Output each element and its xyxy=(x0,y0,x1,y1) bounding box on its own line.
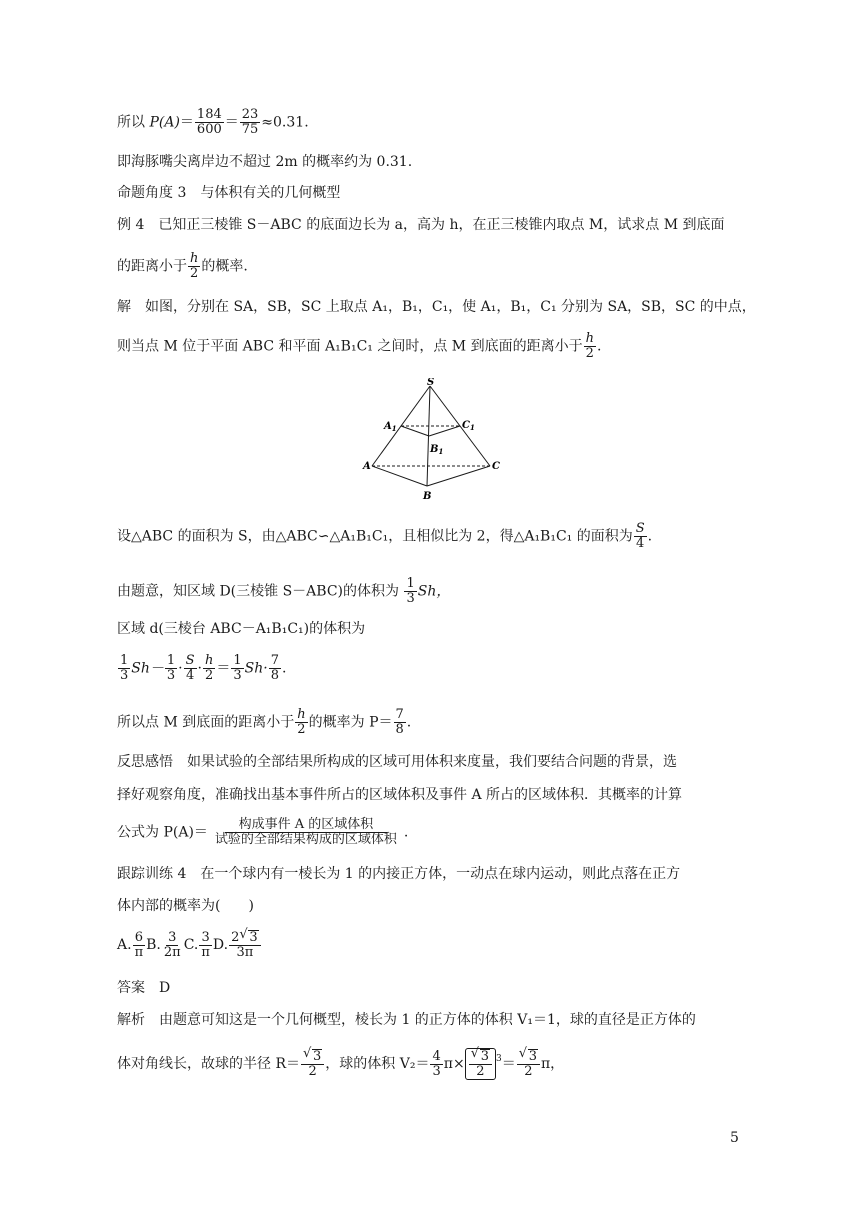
text-line-2: 即海豚嘴尖离岸边不超过 2m 的概率约为 0.31. xyxy=(117,154,413,170)
text-line-17: 体内部的概率为( ) xyxy=(117,898,254,914)
fraction xyxy=(269,654,281,683)
option-A-label: A. xyxy=(117,937,132,953)
fraction-numerator: 7 xyxy=(270,653,279,668)
fraction xyxy=(231,654,243,683)
sqrt: √ 3 xyxy=(528,1049,538,1064)
fraction-denominator: 3 xyxy=(120,668,129,683)
solution-text: 解 如图，分别在 SA，SB，SC 上取点 A₁，B₁，C₁，使 A₁，B₁，C₁ 分别为 SA，SB，SC 的中点， xyxy=(117,299,756,315)
fraction xyxy=(404,577,416,606)
fraction-numerator xyxy=(469,1049,492,1065)
option-B-label: B. xyxy=(146,937,161,953)
label-B: B xyxy=(423,491,432,500)
text-line-5 xyxy=(117,252,747,281)
text-line-10: 区域 d(三棱台 ABC－A₁B₁C₁)的体积为 xyxy=(117,621,366,637)
text: 公式为 P(A)＝ xyxy=(117,824,208,841)
edge-CB xyxy=(427,466,490,486)
fraction-denominator: 8 xyxy=(395,722,404,737)
text-line-14: 择好观察角度，准确找出基本事件所占的区域体积及事件 A 所占的区域体积．其概率的计算 xyxy=(117,787,683,803)
label-C: C xyxy=(492,461,500,472)
fraction xyxy=(165,654,177,683)
fraction-numerator: 1 xyxy=(120,653,129,668)
text: . xyxy=(281,660,287,677)
fraction-numerator xyxy=(301,1049,324,1065)
option-A-fraction xyxy=(133,931,146,960)
fraction-denominator: 4 xyxy=(185,668,195,683)
fraction xyxy=(394,708,406,737)
text-line-11 xyxy=(117,654,747,683)
fraction xyxy=(430,1050,442,1079)
fraction-denominator: 2π xyxy=(163,944,181,960)
text-line-21 xyxy=(117,1048,747,1080)
label-C1: $C_1$ xyxy=(462,420,475,432)
label-B1: $B_1$ xyxy=(430,444,444,456)
text: 由题意，知区域 D(三棱锥 S－ABC)的体积为 xyxy=(117,583,404,600)
text: ＝ xyxy=(224,114,239,131)
text: . xyxy=(647,528,653,545)
text: ，球的体积 V₂＝ xyxy=(325,1056,430,1072)
text: 所以 xyxy=(117,114,150,131)
fraction xyxy=(584,332,596,361)
text: 所以点 M 到底面的距离小于 xyxy=(117,714,295,731)
edge-AB xyxy=(372,466,427,486)
fraction-numerator: S xyxy=(185,653,195,668)
fraction-denominator: 3 xyxy=(406,591,415,606)
fraction xyxy=(203,654,215,683)
analysis-text: 解析 由题意可知这是一个几何概型，棱长为 1 的正方体的体积 V₁＝1，球的直径是正方体的 xyxy=(117,1012,696,1028)
text: π× xyxy=(443,1056,465,1072)
text: . xyxy=(596,338,602,355)
fraction-denominator: π xyxy=(134,944,144,960)
text: · xyxy=(197,660,202,677)
edge-A1B1 xyxy=(401,426,429,436)
text: π， xyxy=(540,1056,565,1072)
fraction-numerator: h xyxy=(585,331,594,346)
fraction-denominator: π xyxy=(201,944,210,960)
parenthesized-fraction xyxy=(465,1048,496,1080)
text-line-1 xyxy=(117,108,747,137)
text: ＝ xyxy=(501,1056,516,1072)
label-A: A xyxy=(363,461,371,472)
fraction-denominator: 3 xyxy=(432,1063,441,1079)
fraction-numerator: 构成事件 A 的区域体积 xyxy=(225,818,388,833)
text: · xyxy=(178,660,183,677)
fraction-denominator: 2 xyxy=(190,266,199,281)
fraction-denominator: 8 xyxy=(270,668,279,683)
fraction-denominator: 2 xyxy=(524,1064,533,1079)
fraction-numerator: 7 xyxy=(395,707,404,722)
fraction-denominator: 试验的全部结果构成的区域体积 xyxy=(214,832,397,847)
text: 设△ABC 的面积为 S，由△ABC∽△A₁B₁C₁，且相似比为 2，得△A₁B₁C₁ 的面积为 xyxy=(117,528,633,545)
fraction-denominator: 3π xyxy=(236,945,254,960)
label-S: S xyxy=(427,378,435,388)
text-line-15 xyxy=(117,818,747,847)
fraction-denominator: 75 xyxy=(241,122,259,137)
exercise-text: 跟踪训练 4 在一个球内有一棱长为 1 的内接正方体，一动点在球内运动，则此点落在正方 xyxy=(117,866,681,882)
fraction-numerator: h xyxy=(204,653,214,668)
fraction-numerator: 6 xyxy=(134,929,143,945)
text: ＝ xyxy=(216,660,231,677)
text: 则当点 M 位于平面 ABC 和平面 A₁B₁C₁ 之间时，点 M 到底面的距离小于 xyxy=(117,338,583,355)
fraction-numerator: 184 xyxy=(196,107,222,122)
label-A1: $A_1$ xyxy=(384,421,397,433)
text-line-7 xyxy=(117,332,747,361)
text: ＝ xyxy=(179,114,194,131)
fraction xyxy=(517,1049,540,1079)
fraction xyxy=(295,708,307,737)
answer-text: 答案 D xyxy=(117,980,171,996)
fraction xyxy=(240,108,261,137)
fraction-denominator: 2 xyxy=(476,1064,485,1079)
fraction xyxy=(184,654,197,683)
exponent: 3 xyxy=(495,1054,502,1064)
fraction xyxy=(209,818,403,847)
fraction-numerator: 1 xyxy=(166,653,176,668)
fraction-denominator: 4 xyxy=(636,536,645,551)
pyramid-figure xyxy=(360,378,502,500)
fraction xyxy=(195,108,224,137)
page-number: 5 xyxy=(730,1130,739,1146)
fraction-numerator: 1 xyxy=(406,576,415,591)
fraction-numerator: 4 xyxy=(432,1048,441,1064)
text: . xyxy=(403,824,409,841)
option-B-fraction xyxy=(162,931,183,960)
fraction xyxy=(301,1049,324,1079)
fraction xyxy=(634,522,647,551)
fraction-denominator: 2 xyxy=(205,668,214,683)
fraction xyxy=(118,654,130,683)
option-D-label: D. xyxy=(212,937,229,953)
answer-options xyxy=(117,930,747,960)
fraction-numerator: S xyxy=(635,521,645,536)
reflection-text: 反思感悟 如果试验的全部结果所构成的区域可用体积来度量，我们要结合问题的背景，选 xyxy=(117,754,677,770)
text: . xyxy=(406,714,412,731)
section-heading: 命题角度 3 与体积有关的几何概型 xyxy=(117,185,341,201)
text-line-9 xyxy=(117,577,747,606)
fraction-numerator: h xyxy=(190,251,199,266)
fraction-denominator: 3 xyxy=(166,668,176,683)
sqrt: √ 3 xyxy=(248,930,258,945)
text: ≈0.31. xyxy=(261,114,309,131)
option-C-fraction xyxy=(199,931,212,960)
text-line-8 xyxy=(117,522,747,551)
fraction-numerator xyxy=(229,930,261,946)
fraction-denominator: 2 xyxy=(585,346,594,361)
fraction-denominator: 2 xyxy=(308,1064,317,1079)
fraction-numerator: h xyxy=(297,707,306,722)
fraction-numerator: 23 xyxy=(241,107,259,122)
option-C-label: C. xyxy=(183,937,199,953)
text-line-12 xyxy=(117,708,747,737)
text: Sh， xyxy=(417,583,451,600)
sqrt: √ 3 xyxy=(480,1049,490,1064)
text: Sh· xyxy=(244,660,268,677)
fraction xyxy=(469,1049,492,1079)
sqrt: √ 3 xyxy=(312,1049,322,1064)
fraction-numerator xyxy=(517,1049,540,1065)
fraction xyxy=(188,252,200,281)
text: 的概率. xyxy=(201,258,248,275)
math-var: P(A) xyxy=(149,114,180,131)
fraction-numerator: 3 xyxy=(201,929,210,945)
fraction-denominator: 600 xyxy=(196,122,222,137)
fraction-numerator: 3 xyxy=(168,929,177,945)
text: 的概率为 P＝ xyxy=(308,714,393,731)
edge-C1B1 xyxy=(429,426,460,436)
fraction-denominator: 3 xyxy=(233,668,242,683)
text: 2 xyxy=(231,930,240,945)
fraction-numerator: 1 xyxy=(233,653,242,668)
fraction-denominator: 2 xyxy=(297,722,306,737)
text: 体对角线长，故球的半径 R＝ xyxy=(117,1056,300,1072)
example-text: 例 4 已知正三棱锥 S－ABC 的底面边长为 a，高为 h，在正三棱锥内取点 M，试求点 M 到底面 xyxy=(117,217,725,233)
text: Sh－ xyxy=(131,660,164,677)
option-D-fraction xyxy=(229,930,261,960)
text: 的距离小于 xyxy=(117,258,187,275)
